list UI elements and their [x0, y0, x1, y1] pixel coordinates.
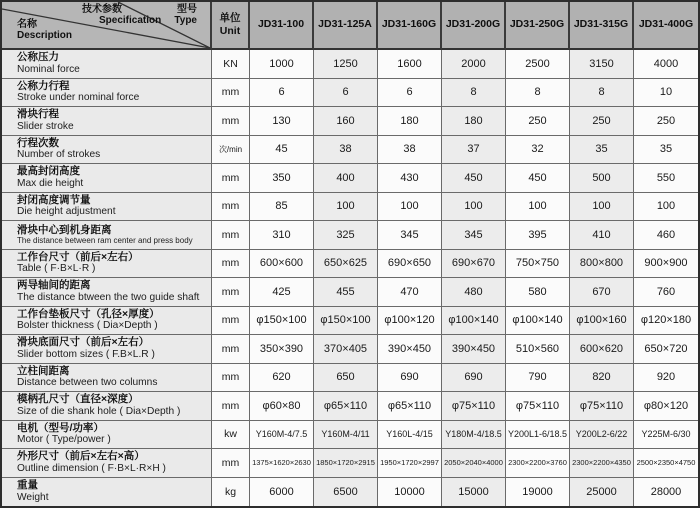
- spec-name-zh: 工作台垫板尺寸（孔径×厚度）: [17, 307, 160, 320]
- unit-cell: mm: [212, 193, 250, 222]
- value-cell: 425: [250, 278, 314, 307]
- value-cell: φ75×110: [442, 392, 506, 421]
- spec-name-en: Motor ( Type/power ): [17, 434, 111, 446]
- spec-name-zh: 工作台尺寸（前后×左右）: [17, 250, 139, 263]
- value-cell: 650×625: [314, 250, 378, 279]
- value-cell: 690: [442, 364, 506, 393]
- spec-name-cell: [2, 136, 212, 165]
- value-cell: 250: [570, 107, 634, 136]
- value-cell: 450: [506, 164, 570, 193]
- value-cell: 690×670: [442, 250, 506, 279]
- unit-cell: 次/min: [212, 136, 250, 165]
- value-cell: 100: [506, 193, 570, 222]
- spec-name-en: Outline dimension ( F·B×L·R×H ): [17, 462, 166, 474]
- model-header-5: JD31-250G: [506, 2, 570, 50]
- value-cell: φ65×110: [314, 392, 378, 421]
- spec-name-zh: 滑块底面尺寸（前后×左右）: [17, 336, 150, 349]
- spec-name-cell: [2, 221, 212, 250]
- value-cell: 310: [250, 221, 314, 250]
- value-cell: 10000: [378, 478, 442, 507]
- value-cell: 2500: [506, 50, 570, 79]
- unit-cell: mm: [212, 221, 250, 250]
- spec-name-cell: [2, 335, 212, 364]
- value-cell: Y200L2-6/22: [570, 421, 634, 450]
- unit-column-header: [212, 2, 250, 50]
- value-cell: 455: [314, 278, 378, 307]
- value-cell: 180: [442, 107, 506, 136]
- spec-name-en: The distance btween the two guide shaft: [17, 291, 200, 303]
- unit-cell: mm: [212, 392, 250, 421]
- value-cell: 1850×1720×2915: [314, 449, 378, 478]
- value-cell: 6: [250, 79, 314, 108]
- value-cell: φ150×100: [250, 307, 314, 336]
- header-name-label-en: Description: [17, 30, 73, 41]
- value-cell: 370×405: [314, 335, 378, 364]
- unit-cell: mm: [212, 307, 250, 336]
- spec-name-en: Distance between two columns: [17, 377, 158, 389]
- spec-name-en: Stroke under nominal force: [17, 92, 140, 104]
- value-cell: 8: [506, 79, 570, 108]
- unit-cell: mm: [212, 335, 250, 364]
- spec-name-cell: [2, 392, 212, 421]
- value-cell: φ100×140: [506, 307, 570, 336]
- spec-name-cell: [2, 193, 212, 222]
- model-header-1: JD31-100: [250, 2, 314, 50]
- spec-name-zh: 两导轴间的距离: [17, 279, 91, 292]
- value-cell: Y160L-4/15: [378, 421, 442, 450]
- value-cell: 450: [442, 164, 506, 193]
- spec-name-cell: [2, 449, 212, 478]
- value-cell: 460: [634, 221, 698, 250]
- value-cell: 345: [442, 221, 506, 250]
- value-cell: φ75×110: [570, 392, 634, 421]
- value-cell: 800×800: [570, 250, 634, 279]
- header-spec-label-zh: 技术参数: [82, 4, 122, 15]
- model-header-6: JD31-315G: [570, 2, 634, 50]
- value-cell: φ65×110: [378, 392, 442, 421]
- value-cell: φ100×160: [570, 307, 634, 336]
- value-cell: 790: [506, 364, 570, 393]
- value-cell: 25000: [570, 478, 634, 507]
- value-cell: 35: [634, 136, 698, 165]
- value-cell: 180: [378, 107, 442, 136]
- value-cell: 390×450: [378, 335, 442, 364]
- value-cell: φ80×120: [634, 392, 698, 421]
- value-cell: 6: [314, 79, 378, 108]
- value-cell: φ100×140: [442, 307, 506, 336]
- value-cell: 2300×2200×3760: [506, 449, 570, 478]
- value-cell: φ100×120: [378, 307, 442, 336]
- value-cell: Y200L1-6/18.5: [506, 421, 570, 450]
- value-cell: φ75×110: [506, 392, 570, 421]
- value-cell: 37: [442, 136, 506, 165]
- value-cell: 470: [378, 278, 442, 307]
- value-cell: 32: [506, 136, 570, 165]
- value-cell: 85: [250, 193, 314, 222]
- value-cell: φ150×100: [314, 307, 378, 336]
- value-cell: 1375×1620×2630: [250, 449, 314, 478]
- spec-name-cell: [2, 478, 212, 507]
- value-cell: 760: [634, 278, 698, 307]
- spec-name-zh: 模柄孔尺寸（直径×深度）: [17, 393, 139, 406]
- value-cell: 410: [570, 221, 634, 250]
- spec-name-en: Nominal force: [17, 63, 80, 75]
- spec-name-zh: 重量: [17, 479, 38, 492]
- value-cell: 2050×2040×4000: [442, 449, 506, 478]
- value-cell: 8: [570, 79, 634, 108]
- spec-name-en: Max die height: [17, 177, 84, 189]
- value-cell: 350: [250, 164, 314, 193]
- value-cell: Y225M-6/30: [634, 421, 698, 450]
- value-cell: 6000: [250, 478, 314, 507]
- value-cell: 400: [314, 164, 378, 193]
- value-cell: 2000: [442, 50, 506, 79]
- spec-name-cell: [2, 107, 212, 136]
- value-cell: 395: [506, 221, 570, 250]
- value-cell: 650×720: [634, 335, 698, 364]
- unit-cell: mm: [212, 107, 250, 136]
- unit-cell: mm: [212, 164, 250, 193]
- value-cell: 100: [634, 193, 698, 222]
- value-cell: 550: [634, 164, 698, 193]
- value-cell: Y180M-4/18.5: [442, 421, 506, 450]
- header-type-label-en: Type: [174, 15, 197, 26]
- value-cell: Y160M-4/11: [314, 421, 378, 450]
- value-cell: Y160M-4/7.5: [250, 421, 314, 450]
- value-cell: 430: [378, 164, 442, 193]
- value-cell: 130: [250, 107, 314, 136]
- spec-name-zh: 公称力行程: [17, 79, 70, 92]
- value-cell: 100: [570, 193, 634, 222]
- spec-name-zh: 行程次数: [17, 136, 59, 149]
- value-cell: 35: [570, 136, 634, 165]
- value-cell: 6: [378, 79, 442, 108]
- value-cell: 650: [314, 364, 378, 393]
- value-cell: 15000: [442, 478, 506, 507]
- model-header-2: JD31-125A: [314, 2, 378, 50]
- unit-cell: kw: [212, 421, 250, 450]
- diagonal-header-cell: [2, 2, 212, 50]
- spec-name-zh: 立柱间距离: [17, 364, 70, 377]
- value-cell: 920: [634, 364, 698, 393]
- model-header-3: JD31-160G: [378, 2, 442, 50]
- value-cell: 500: [570, 164, 634, 193]
- unit-cell: mm: [212, 79, 250, 108]
- spec-name-zh: 公称压力: [17, 51, 59, 64]
- value-cell: 3150: [570, 50, 634, 79]
- spec-name-zh: 最高封闭高度: [17, 165, 80, 178]
- value-cell: 2500×2350×4750: [634, 449, 698, 478]
- unit-header-en: Unit: [219, 25, 241, 37]
- value-cell: 690: [378, 364, 442, 393]
- value-cell: 600×600: [250, 250, 314, 279]
- spec-name-cell: [2, 307, 212, 336]
- spec-name-cell: [2, 421, 212, 450]
- spec-name-zh: 封闭高度调节量: [17, 193, 91, 206]
- value-cell: 690×650: [378, 250, 442, 279]
- value-cell: 160: [314, 107, 378, 136]
- value-cell: φ60×80: [250, 392, 314, 421]
- spec-name-en: Slider stroke: [17, 120, 74, 132]
- value-cell: 38: [314, 136, 378, 165]
- value-cell: 2300×2200×4350: [570, 449, 634, 478]
- value-cell: 620: [250, 364, 314, 393]
- value-cell: 1950×1720×2997: [378, 449, 442, 478]
- value-cell: 900×900: [634, 250, 698, 279]
- value-cell: 670: [570, 278, 634, 307]
- spec-name-cell: [2, 164, 212, 193]
- model-header-7: JD31-400G: [634, 2, 698, 50]
- spec-name-cell: [2, 364, 212, 393]
- header-type-label-zh: 型号: [177, 4, 197, 15]
- value-cell: 28000: [634, 478, 698, 507]
- value-cell: φ120×180: [634, 307, 698, 336]
- spec-name-zh: 外形尺寸（前后×左右×高）: [17, 450, 145, 463]
- value-cell: 45: [250, 136, 314, 165]
- value-cell: 38: [378, 136, 442, 165]
- spec-name-en: The distance between ram center and press body: [17, 236, 193, 246]
- spec-name-en: Size of die shank hole ( Dia×Depth ): [17, 405, 181, 417]
- value-cell: 250: [634, 107, 698, 136]
- spec-name-en: Table ( F·B×L·R ): [17, 263, 96, 275]
- spec-name-cell: [2, 250, 212, 279]
- value-cell: 480: [442, 278, 506, 307]
- value-cell: 19000: [506, 478, 570, 507]
- spec-name-en: Slider bottom sizes ( F.B×L.R ): [17, 348, 155, 360]
- value-cell: 100: [378, 193, 442, 222]
- value-cell: 820: [570, 364, 634, 393]
- spec-name-zh: 滑块行程: [17, 108, 59, 121]
- spec-name-zh: 滑块中心到机身距离: [17, 223, 112, 236]
- value-cell: 1250: [314, 50, 378, 79]
- unit-cell: mm: [212, 278, 250, 307]
- value-cell: 350×390: [250, 335, 314, 364]
- spec-name-cell: [2, 79, 212, 108]
- value-cell: 345: [378, 221, 442, 250]
- spec-name-zh: 电机（型号/功率）: [17, 421, 104, 434]
- unit-cell: KN: [212, 50, 250, 79]
- spec-name-en: Die height adjustment: [17, 206, 116, 218]
- value-cell: 100: [314, 193, 378, 222]
- value-cell: 325: [314, 221, 378, 250]
- header-spec-label-en: Specification: [99, 15, 162, 26]
- spec-name-en: Bolster thickness ( Dia×Depth ): [17, 320, 158, 332]
- value-cell: 1600: [378, 50, 442, 79]
- value-cell: 390×450: [442, 335, 506, 364]
- unit-cell: mm: [212, 449, 250, 478]
- value-cell: 10: [634, 79, 698, 108]
- value-cell: 4000: [634, 50, 698, 79]
- spec-name-cell: [2, 278, 212, 307]
- value-cell: 250: [506, 107, 570, 136]
- value-cell: 6500: [314, 478, 378, 507]
- model-header-4: JD31-200G: [442, 2, 506, 50]
- header-name-label-zh: 名称: [17, 19, 37, 30]
- spec-name-cell: [2, 50, 212, 79]
- spec-name-en: Weight: [17, 491, 49, 503]
- spec-name-en: Number of strokes: [17, 149, 101, 161]
- value-cell: 580: [506, 278, 570, 307]
- unit-cell: mm: [212, 250, 250, 279]
- value-cell: 100: [442, 193, 506, 222]
- unit-cell: kg: [212, 478, 250, 507]
- value-cell: 1000: [250, 50, 314, 79]
- unit-cell: mm: [212, 364, 250, 393]
- value-cell: 750×750: [506, 250, 570, 279]
- value-cell: 8: [442, 79, 506, 108]
- value-cell: 600×620: [570, 335, 634, 364]
- value-cell: 510×560: [506, 335, 570, 364]
- unit-header-zh: 单位: [219, 11, 241, 24]
